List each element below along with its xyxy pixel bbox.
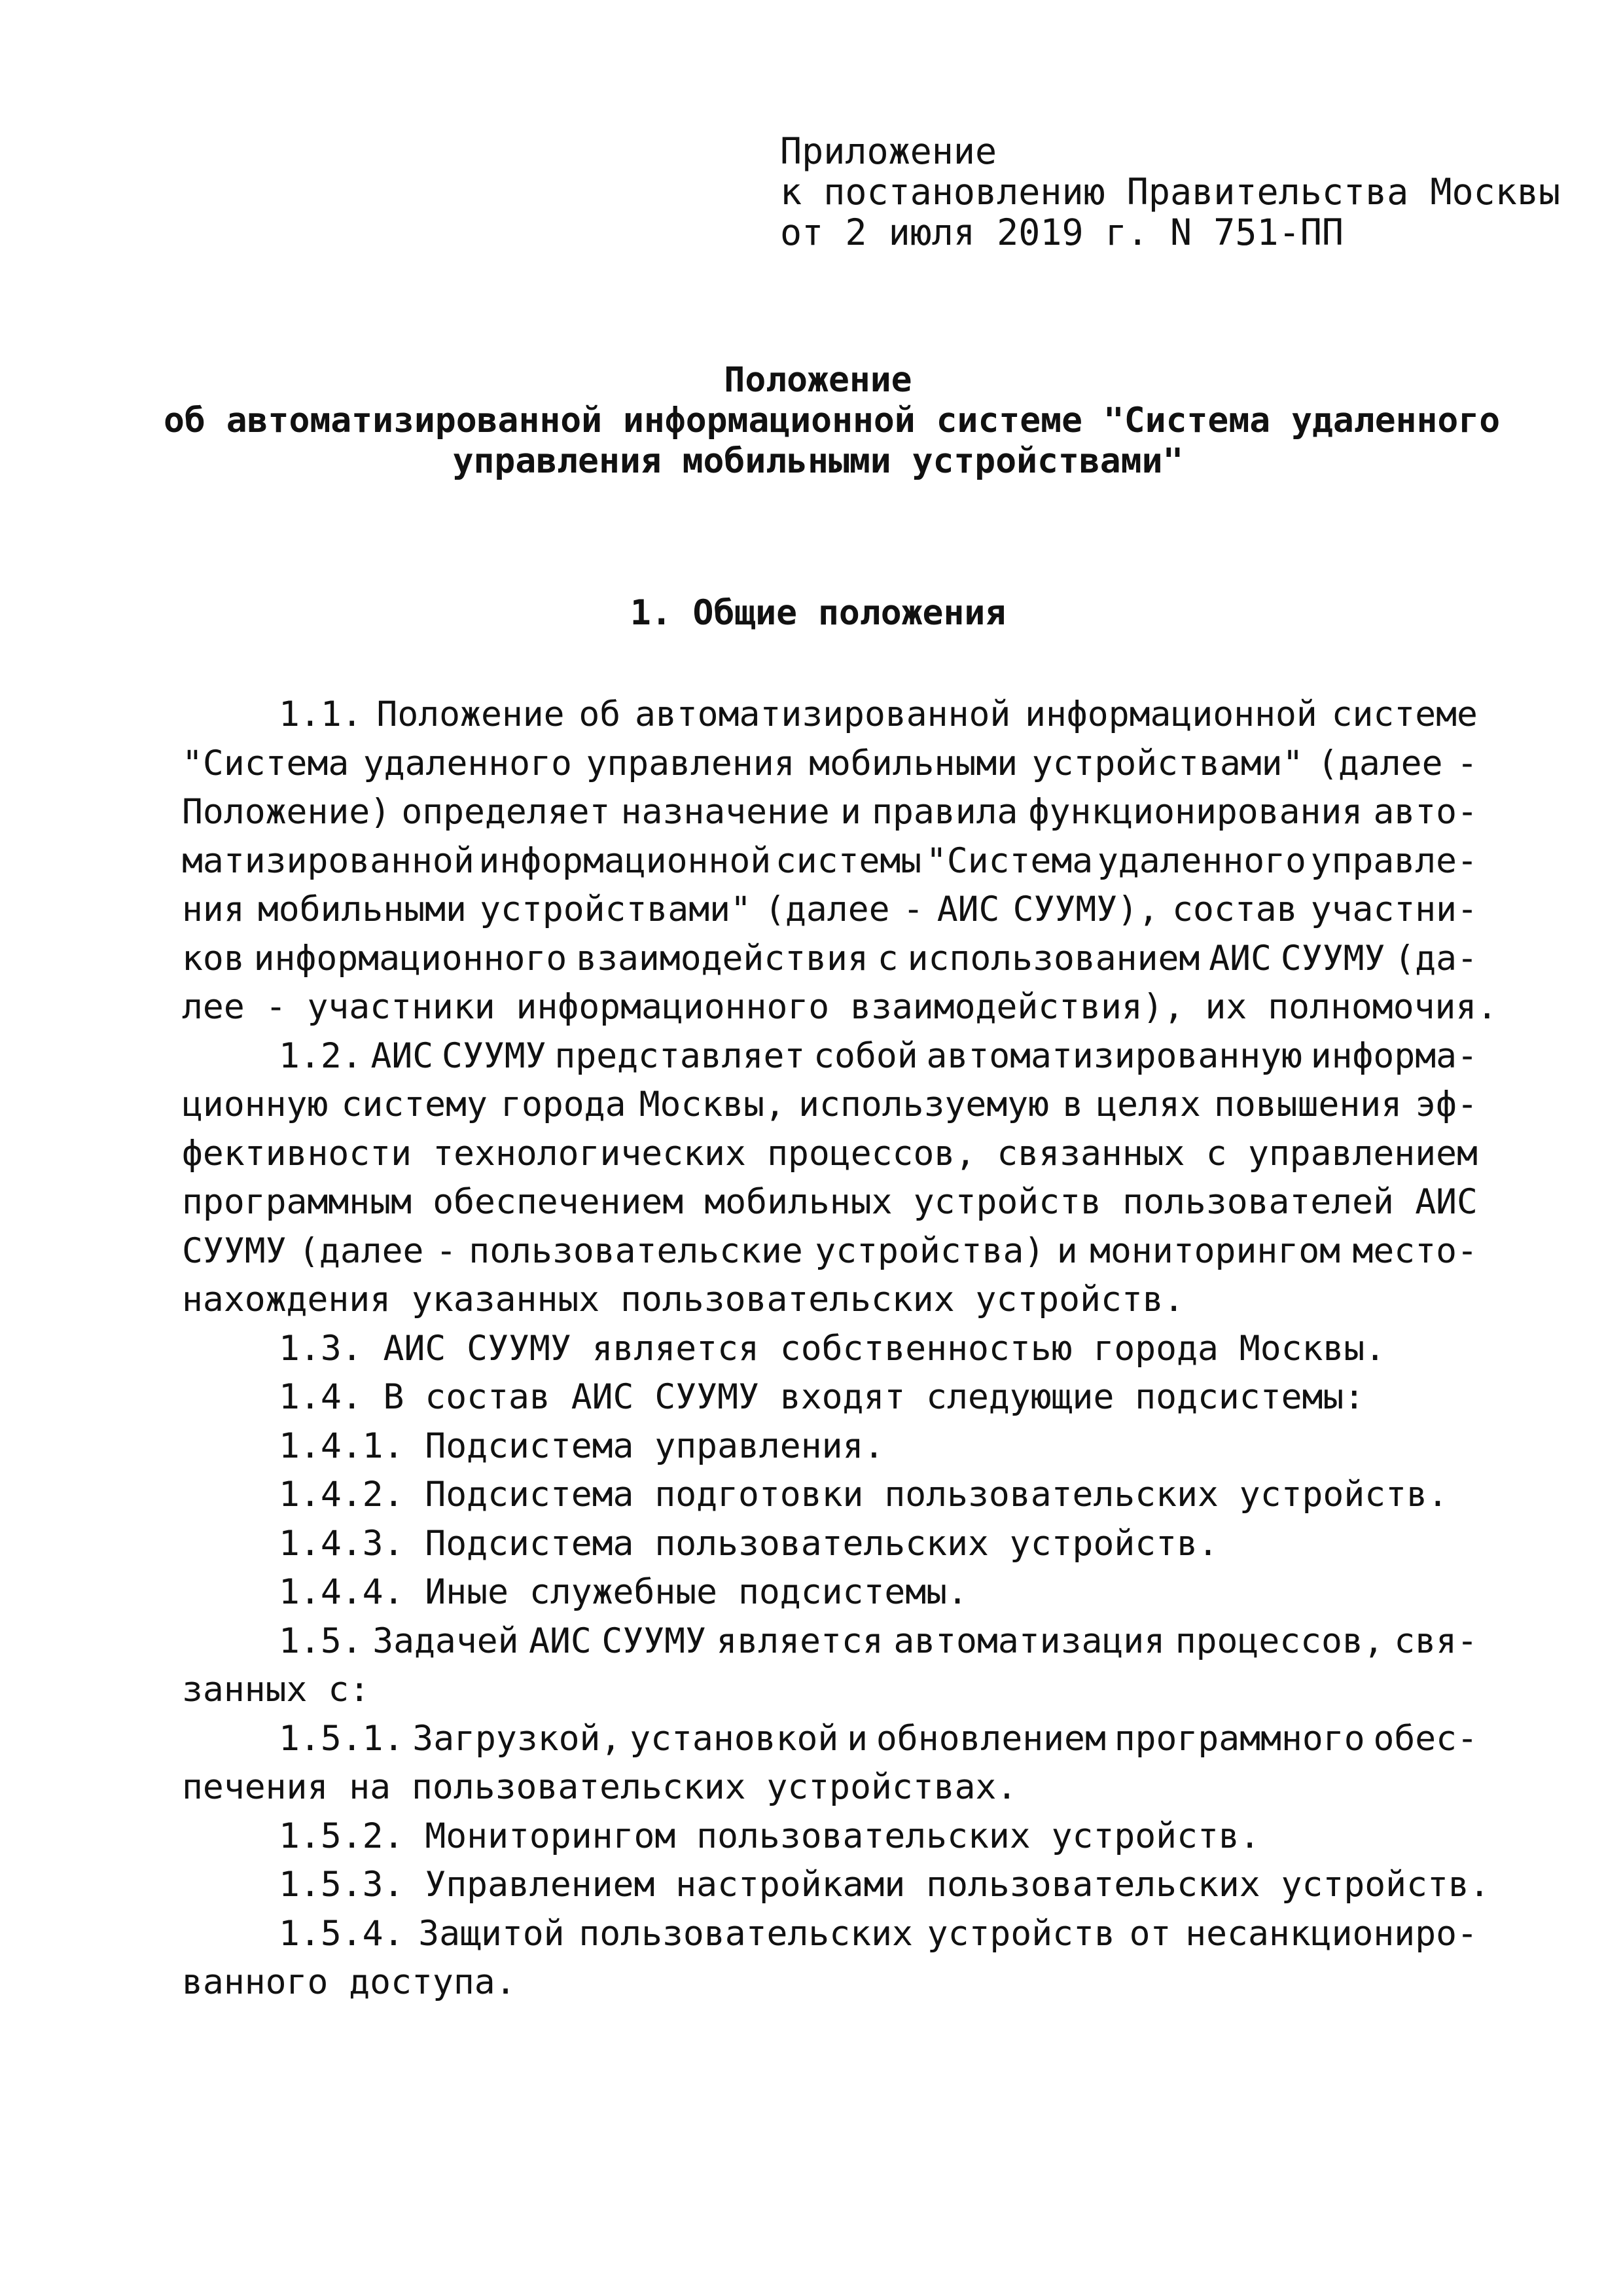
text-line: 1.5.3. Управлением настройками пользовательских устройств.: [279, 1865, 1490, 1905]
word: с: [1205, 1133, 1227, 1174]
word: от: [1129, 1913, 1171, 1954]
word: место-: [1352, 1230, 1478, 1271]
text-line: 1.4. В состав АИС СУУМУ входят следующие подсистемы:: [279, 1377, 1365, 1417]
word: мониторингом: [1090, 1230, 1341, 1271]
word: систему: [341, 1085, 488, 1124]
word: информационной: [1025, 694, 1317, 734]
word: СУУМУ: [601, 1621, 706, 1661]
word: несанкциониро-: [1185, 1913, 1478, 1954]
word: процессов,: [1175, 1621, 1384, 1661]
word: АИС: [1415, 1182, 1478, 1222]
text-line: [182, 837, 1478, 886]
word: об: [579, 694, 621, 734]
word: представляет: [554, 1035, 806, 1076]
word: свя-: [1394, 1621, 1478, 1661]
word: СУУМУ: [182, 1230, 287, 1271]
word: Задачей: [372, 1621, 519, 1661]
word: АИС: [529, 1621, 592, 1661]
appendix-date-number: от 2 июля 2019 г. N 751-ПП: [780, 211, 1344, 253]
word: правила: [872, 792, 1018, 832]
word: -: [1457, 743, 1478, 783]
word: процессов,: [767, 1133, 976, 1174]
word: собой: [813, 1035, 918, 1076]
word: информа-: [1310, 1035, 1478, 1076]
word: информационного: [253, 938, 567, 978]
text-line: [182, 1227, 1478, 1276]
text-line: [182, 1081, 1478, 1130]
word: устройства): [815, 1230, 1045, 1271]
word: обновлением: [876, 1718, 1106, 1759]
word: и: [847, 1718, 868, 1759]
text-line: [182, 1130, 1478, 1179]
text-line: 1.5.2. Мониторингом пользовательских устройств.: [279, 1816, 1260, 1856]
word: автоматизация: [893, 1621, 1166, 1661]
word: обеспечением: [433, 1182, 684, 1222]
text-line: ванного доступа.: [182, 1962, 516, 2002]
word: АИС: [1209, 938, 1272, 978]
word: ков: [182, 938, 245, 978]
word: (далее: [764, 889, 890, 929]
text-line: [182, 1032, 1478, 1081]
title-line-1: Положение: [724, 360, 912, 400]
text-line: 1.3. АИС СУУМУ является собственностью города Москвы.: [279, 1328, 1386, 1369]
word: программным: [182, 1182, 412, 1222]
text-line: лее - участники информационного взаимодействия), их полномочия.: [182, 987, 1498, 1027]
word: 1.5.1.: [279, 1718, 404, 1759]
word: устройств: [913, 1182, 1101, 1222]
word: и: [840, 792, 861, 832]
word: повышения: [1213, 1085, 1402, 1124]
word: "Система: [925, 840, 1094, 881]
word: 1.2.: [279, 1035, 363, 1076]
word: фективности: [182, 1133, 412, 1174]
word: Москвы,: [639, 1085, 785, 1124]
word: матизированной: [182, 840, 474, 881]
text-line: [182, 740, 1478, 789]
appendix-resolution-ref: к постановлению Правительства Москвы: [780, 171, 1561, 213]
appendix-header: [780, 131, 1618, 253]
word: города: [501, 1085, 626, 1124]
title-line-2: об автоматизированной информационной системе "Система удаленного: [164, 401, 1501, 440]
text-line: [182, 1715, 1478, 1764]
text-line: 1.4.2. Подсистема подготовки пользовательских устройств.: [279, 1475, 1448, 1515]
title-line-3: управления мобильными устройствами": [452, 441, 1184, 481]
word: в: [1062, 1085, 1084, 1124]
appendix-label: Приложение: [780, 130, 997, 172]
word: 1.5.4.: [279, 1913, 404, 1954]
word: "Система: [182, 743, 349, 783]
text-line: [182, 1617, 1478, 1666]
word: управлением: [1247, 1133, 1478, 1174]
word: Положение: [376, 694, 565, 734]
word: (да-: [1394, 938, 1478, 978]
word: программного: [1114, 1718, 1365, 1759]
word: устройств: [927, 1913, 1115, 1954]
word: Защитой: [418, 1913, 565, 1954]
word: с: [877, 938, 899, 978]
word: мобильных: [704, 1182, 893, 1222]
word: АИС: [370, 1035, 434, 1076]
word: устройствами": [1031, 743, 1304, 783]
word: автоматизированную: [926, 1035, 1302, 1076]
word: состав: [1172, 889, 1298, 929]
word: информационной: [478, 840, 772, 881]
text-line: нахождения указанных пользовательских устройств.: [182, 1280, 1185, 1319]
text-line: [182, 1910, 1478, 1959]
word: -: [435, 1230, 457, 1271]
document-title: [164, 360, 1501, 482]
word: удаленного: [363, 743, 572, 783]
word: эф-: [1415, 1085, 1478, 1124]
text-line: 1.4.4. Иные служебные подсистемы.: [279, 1572, 968, 1612]
word: пользователей: [1122, 1182, 1394, 1222]
word: удаленного: [1097, 840, 1306, 881]
text-line: [182, 935, 1478, 984]
document-body: [182, 691, 1498, 2007]
text-line: 1.4.3. Подсистема пользовательских устройств.: [279, 1523, 1219, 1564]
word: технологических: [433, 1133, 746, 1174]
word: (далее: [298, 1230, 424, 1271]
word: функционирования: [1028, 792, 1363, 832]
word: управления: [586, 743, 795, 783]
word: СУУМУ: [1280, 938, 1385, 978]
word: связанных: [997, 1133, 1185, 1174]
word: -: [902, 889, 924, 929]
word: используемую: [798, 1085, 1050, 1124]
word: определяет: [401, 792, 611, 832]
word: назначение: [620, 792, 830, 832]
word: системе: [1331, 694, 1478, 734]
word: автоматизированной: [634, 694, 1011, 734]
word: 1.5.: [279, 1621, 363, 1661]
word: мобильными: [257, 889, 467, 929]
word: пользовательских: [579, 1913, 913, 1954]
word: Положение): [182, 792, 391, 832]
word: ционную: [182, 1085, 329, 1124]
word: авто-: [1373, 792, 1478, 832]
word: является: [716, 1621, 883, 1661]
word: СУУМУ: [442, 1035, 546, 1076]
text-line: печения на пользовательских устройствах.: [182, 1767, 1018, 1807]
word: обес-: [1373, 1718, 1478, 1759]
word: СУУМУ),: [1012, 889, 1159, 929]
text-line: [182, 886, 1478, 935]
word: системы: [775, 840, 922, 881]
word: АИС: [936, 889, 1000, 929]
word: 1.1.: [279, 694, 363, 734]
word: ния: [182, 889, 245, 929]
word: использованием: [907, 938, 1200, 978]
word: целях: [1096, 1085, 1201, 1124]
word: Загрузкой,: [412, 1718, 622, 1759]
word: участни-: [1310, 889, 1478, 929]
word: устройствами": [480, 889, 751, 929]
text-line: занных с:: [182, 1670, 370, 1710]
word: управле-: [1310, 840, 1478, 881]
text-line: 1.4.1. Подсистема управления.: [279, 1426, 885, 1466]
text-line: [182, 788, 1478, 837]
text-line: [182, 691, 1478, 740]
word: и: [1056, 1230, 1078, 1271]
section-heading-general: 1. Общие положения: [630, 593, 1007, 633]
text-line: [182, 1178, 1478, 1227]
word: пользовательские: [469, 1230, 803, 1271]
word: мобильными: [809, 743, 1018, 783]
word: (далее: [1317, 743, 1443, 783]
word: установкой: [630, 1718, 839, 1759]
word: взаимодействия: [576, 938, 868, 978]
